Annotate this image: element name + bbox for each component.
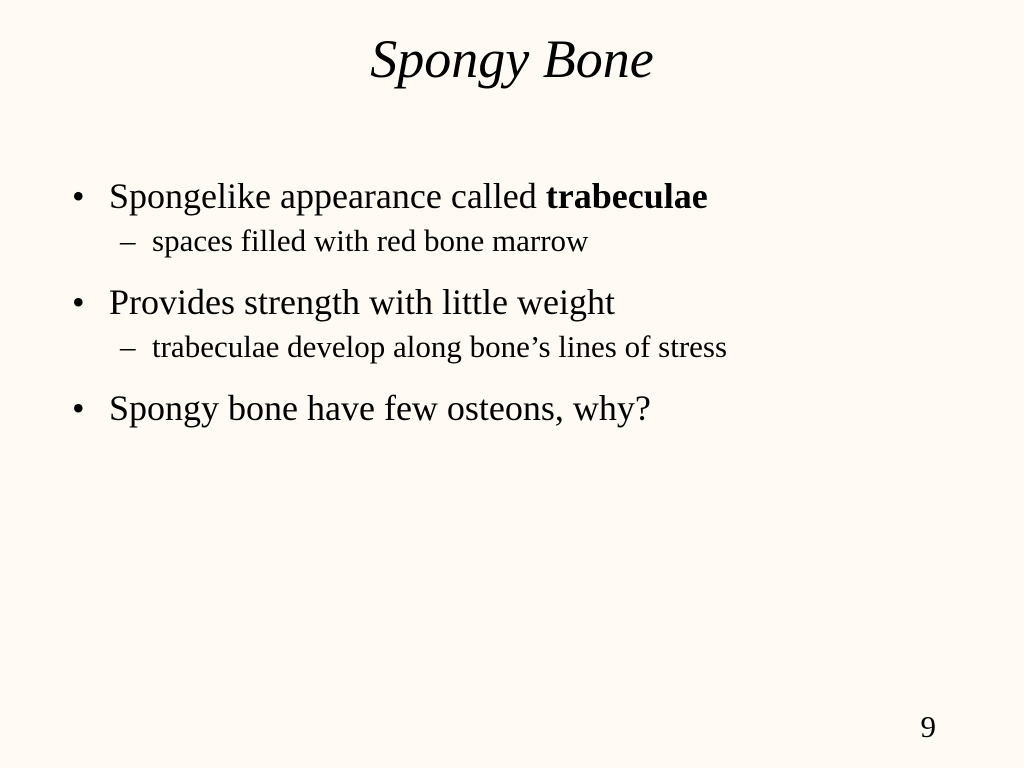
sub-bullet-list (72, 326, 972, 368)
page-number: 9 (920, 709, 936, 744)
slide-title: Spongy Bone (370, 29, 654, 89)
sub-list-wrapper (72, 326, 972, 368)
bullet-item (72, 384, 972, 432)
bullet-text: Spongy bone have few osteons, why? (109, 388, 651, 428)
sub-bullet-marker: – (120, 329, 136, 364)
sub-bullet-list (72, 220, 972, 262)
bullet-marker: • (72, 388, 85, 428)
bullet-text: Provides strength with little weight (109, 282, 615, 322)
sub-list-wrapper (72, 220, 972, 262)
bullet-emphasis: trabeculae (545, 176, 708, 216)
bullet-list (72, 172, 972, 432)
sub-bullet-item (72, 220, 972, 262)
bullet-marker: • (72, 176, 85, 216)
bullet-item (72, 172, 972, 220)
bullet-item (72, 278, 972, 326)
sub-bullet-text: spaces filled with red bone marrow (152, 223, 589, 258)
sub-bullet-item (72, 326, 972, 368)
sub-bullet-text: trabeculae develop along bone’s lines of stress (152, 329, 728, 364)
bullet-text: Spongelike appearance called (109, 176, 546, 216)
bullet-marker: • (72, 282, 85, 322)
sub-bullet-marker: – (120, 223, 136, 258)
